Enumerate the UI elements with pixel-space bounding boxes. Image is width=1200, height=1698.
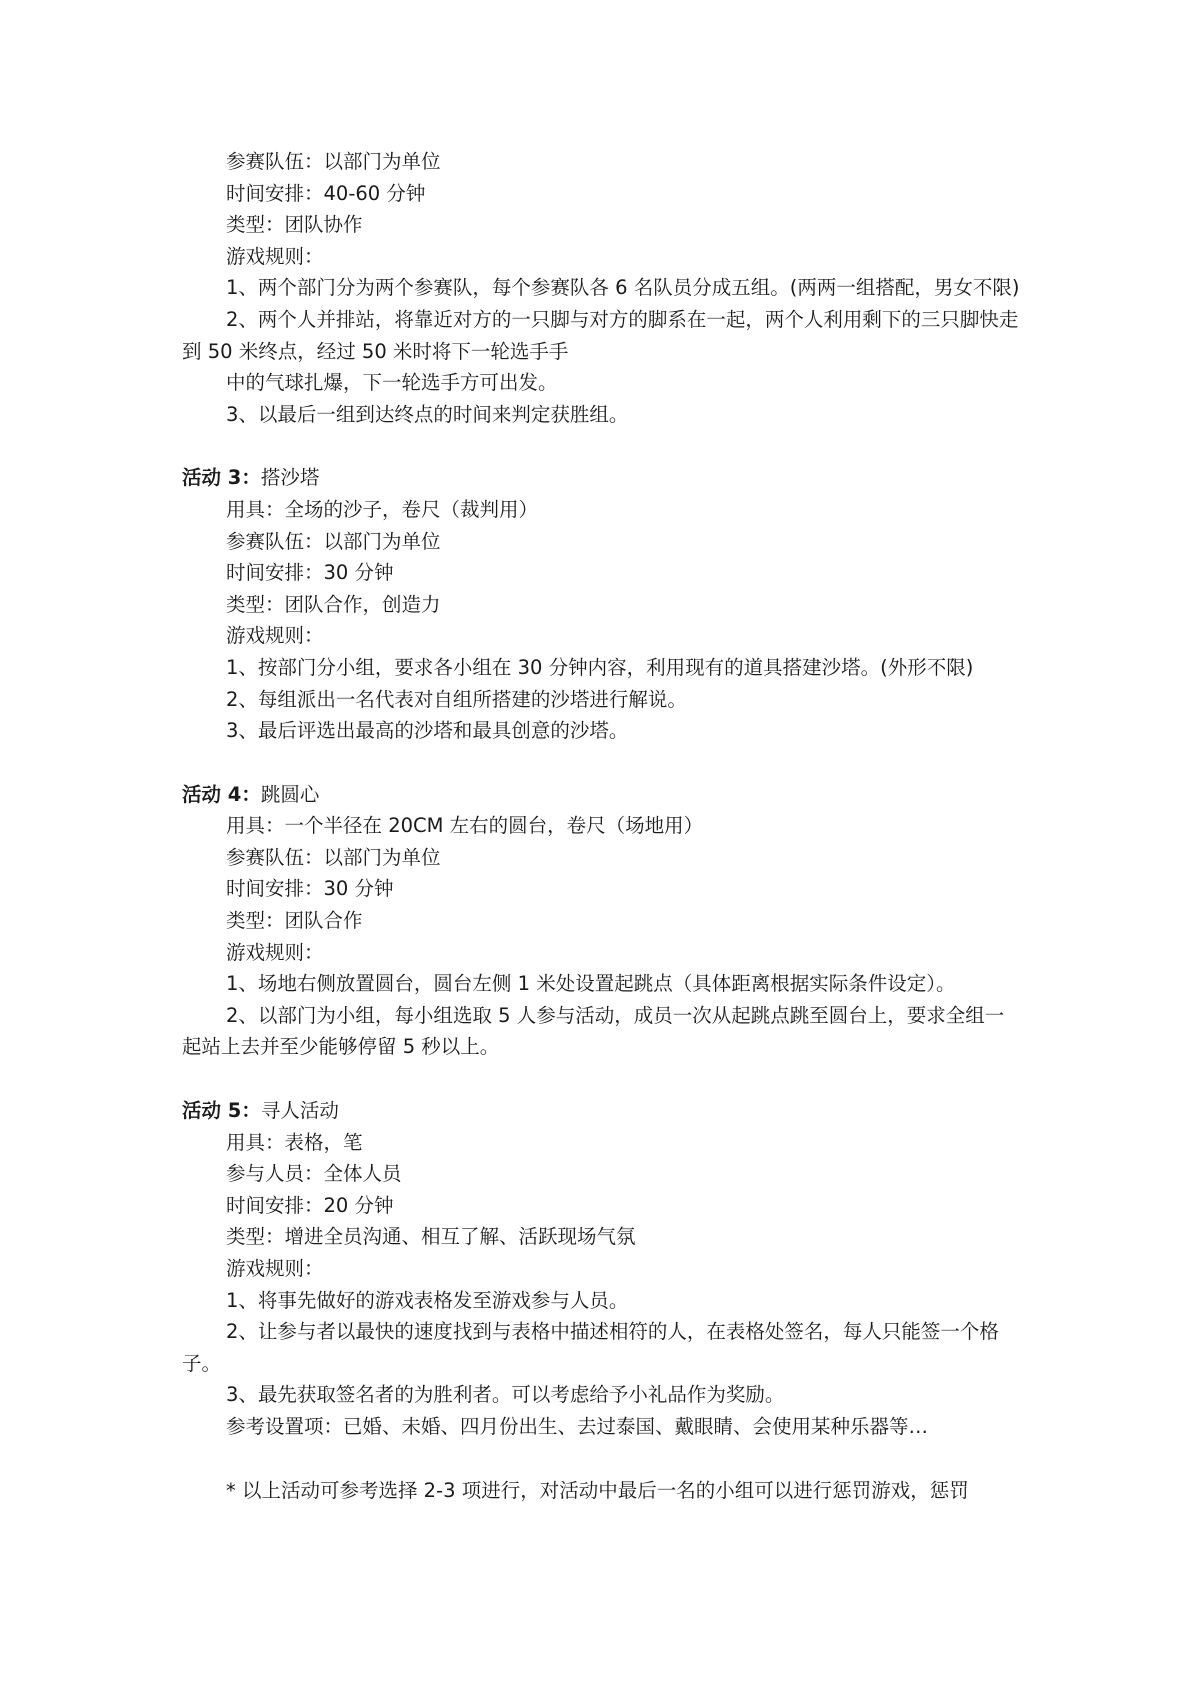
intro-rule-3: 3、以最后一组到达终点的时间来判定获胜组。	[226, 402, 629, 426]
activity-4-rule-1: 1、场地右侧放置圆台，圆台左侧 1 米处设置起跳点（具体距离根据实际条件设定）。	[226, 972, 956, 996]
activity-3-title: 搭沙塔	[260, 466, 320, 490]
activity-3-heading	[182, 462, 1020, 494]
intro-rule-1: 1、两个部门分为两个参赛队，每个参赛队各 6 名队员分成五组。(两两一组搭配，男女不限)	[226, 276, 1020, 300]
activity-5-title: 寻人活动	[260, 1099, 339, 1123]
activity-3-rule-2: 2、每组派出一名代表对自组所搭建的沙塔进行解说。	[226, 687, 687, 711]
activity-5-time: 时间安排：20 分钟	[226, 1193, 394, 1217]
activity-4-title: 跳圆心	[260, 782, 320, 806]
activity-5-type: 类型：增进全员沟通、相互了解、活跃现场气氛	[226, 1225, 636, 1249]
activity-4-time: 时间安排：30 分钟	[226, 877, 394, 901]
activity-3-rule-1: 1、按部门分小组，要求各小组在 30 分钟内容，利用现有的道具搭建沙塔。(外形不限)	[226, 655, 974, 679]
footnote: * 以上活动可参考选择 2-3 项进行，对活动中最后一名的小组可以进行惩罚游戏，惩罚	[226, 1478, 969, 1502]
intro-team: 参赛队伍：以部门为单位	[226, 150, 441, 173]
activity-4-rule-2: 2、以部门为小组，每小组选取 5 人参与活动，成员一次从起跳点跳至圆台上，要求全组一起站上去并至少能够停留 5 秒以上。	[182, 1003, 1005, 1059]
activity-4-type: 类型：团队合作	[226, 909, 363, 933]
activity-5-section	[182, 1095, 1020, 1443]
intro-rule-2-cont: 中的气球扎爆，下一轮选手方可出发。	[226, 371, 558, 395]
activity-5-rule-2: 2、让参与者以最快的速度找到与表格中描述相符的人，在表格处签名，每人只能签一个格子。	[182, 1320, 999, 1375]
intro-section	[182, 146, 1020, 430]
activity-5-tools: 用具：表格，笔	[226, 1130, 363, 1154]
activity-5-label: 活动 5：	[182, 1099, 261, 1123]
activity-3-team: 参赛队伍：以部门为单位	[226, 529, 441, 553]
activity-5-rule-3: 3、最先获取签名者的为胜利者。可以考虑给予小礼品作为奖励。	[226, 1383, 785, 1407]
activity-3-type: 类型：团队合作，创造力	[226, 592, 441, 616]
activity-4-label: 活动 4：	[182, 782, 261, 806]
activity-4-team: 参赛队伍：以部门为单位	[226, 845, 441, 869]
activity-3-time: 时间安排：30 分钟	[226, 561, 394, 585]
intro-rule-2: 2、两个人并排站，将靠近对方的一只脚与对方的脚系在一起，两个人利用剩下的三只脚快走到 50 米终点，经过 50 米时将下一轮选手手	[182, 307, 1019, 363]
activity-4-heading	[182, 779, 1020, 811]
activity-4-rules-label: 游戏规则：	[226, 940, 324, 964]
activity-5-reference: 参考设置项：已婚、未婚、四月份出生、去过泰国、戴眼睛、会使用某种乐器等…	[226, 1414, 929, 1438]
activity-5-rule-1: 1、将事先做好的游戏表格发至游戏参与人员。	[226, 1288, 629, 1312]
activity-4-section	[182, 779, 1020, 1063]
intro-time: 时间安排：40-60 分钟	[226, 181, 426, 205]
activity-3-label: 活动 3：	[182, 466, 261, 490]
spacer	[182, 1443, 1020, 1475]
activity-4-tools: 用具：一个半径在 20CM 左右的圆台，卷尺（场地用）	[226, 814, 704, 838]
activity-3-rule-3: 3、最后评选出最高的沙塔和最具创意的沙塔。	[226, 719, 629, 743]
activity-5-rules-label: 游戏规则：	[226, 1257, 324, 1280]
activity-3-rules-label: 游戏规则：	[226, 624, 324, 648]
activity-3-tools: 用具：全场的沙子，卷尺（裁判用）	[226, 497, 539, 521]
activity-5-heading	[182, 1095, 1020, 1127]
activity-3-section	[182, 462, 1020, 746]
activity-5-people: 参与人员：全体人员	[226, 1162, 402, 1186]
intro-type: 类型：团队协作	[226, 213, 363, 237]
intro-rules-label: 游戏规则：	[226, 244, 324, 268]
